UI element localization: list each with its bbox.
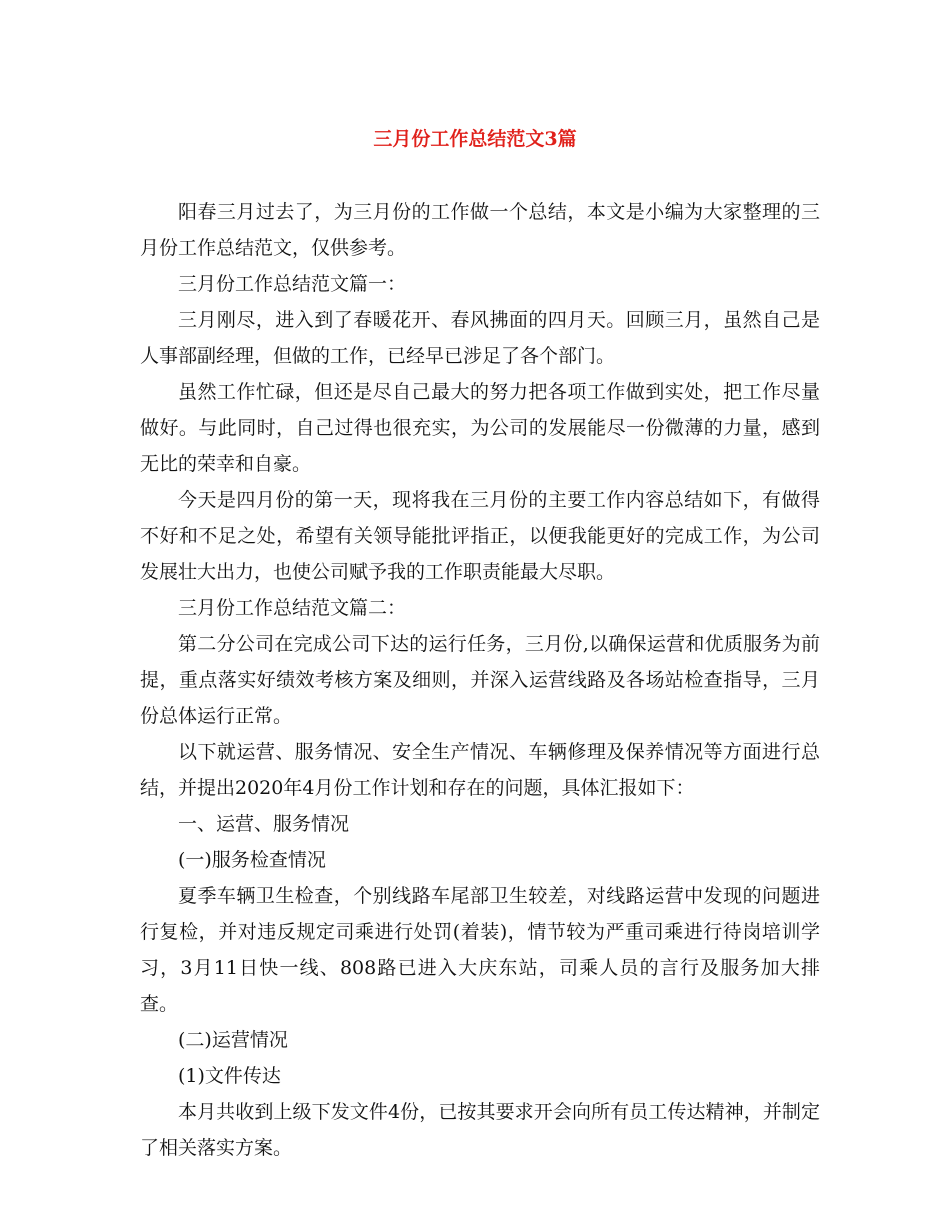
paragraph: 以下就运营、服务情况、安全生产情况、车辆修理及保养情况等方面进行总结，并提出2020年4月份工作计划和存在的问题，具体汇报如下： xyxy=(140,741,820,799)
section-heading: 三月份工作总结范文篇一： xyxy=(178,273,407,295)
section-heading: 三月份工作总结范文篇二： xyxy=(178,597,407,619)
paragraph: 今天是四月份的第一天，现将我在三月份的主要工作内容总结如下，有做得不好和不足之处，希望有关领导能批评指正，以便我能更好的完成工作，为公司发展壮大出力，也使公司赋予我的工作职责能最大尽职。 xyxy=(140,489,820,583)
paragraph: 第二分公司在完成公司下达的运行任务，三月份,以确保运营和优质服务为前提，重点落实好绩效考核方案及细则，并深入运营线路及各场站检查指导，三月份总体运行正常。 xyxy=(140,633,820,727)
paragraph: 三月刚尽，进入到了春暖花开、春风拂面的四月天。回顾三月，虽然自己是人事部副经理，但做的工作，已经早已涉足了各个部门。 xyxy=(140,309,820,367)
paragraph: 虽然工作忙碌，但还是尽自己最大的努力把各项工作做到实处，把工作尽量做好。与此同时，自己过得也很充实，为公司的发展能尽一份微薄的力量，感到无比的荣幸和自豪。 xyxy=(140,381,820,475)
subsection-heading: 一、运营、服务情况 xyxy=(178,813,350,835)
subsection-heading: (二)运营情况 xyxy=(178,1029,288,1051)
paragraph: 阳春三月过去了，为三月份的工作做一个总结，本文是小编为大家整理的三月份工作总结范文，仅供参考。 xyxy=(140,201,820,259)
document-title: 三月份工作总结范文3篇 xyxy=(373,128,577,150)
paragraph: 夏季车辆卫生检查，个别线路车尾部卫生较差，对线路运营中发现的问题进行复检，并对违反规定司乘进行处罚(着装)，情节较为严重司乘进行待岗培训学习，3月11日快一线、808路已进入大庆东站，司乘人员的言行及服务加大排查。 xyxy=(140,885,820,1015)
document-body xyxy=(140,194,820,1166)
subsection-heading: (一)服务检查情况 xyxy=(178,849,326,871)
paragraph: 本月共收到上级下发文件4份，已按其要求开会向所有员工传达精神，并制定了相关落实方案。 xyxy=(140,1101,820,1159)
subsection-heading: (1)文件传达 xyxy=(178,1065,281,1087)
